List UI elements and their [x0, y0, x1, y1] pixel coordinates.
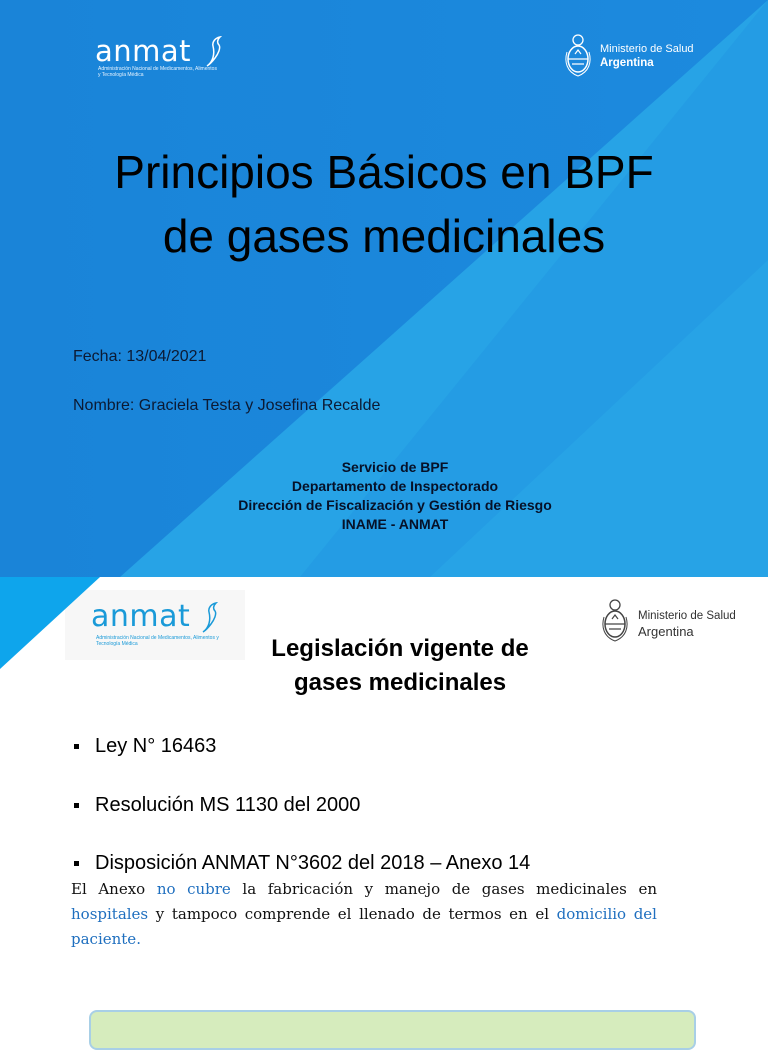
service-line-3: Dirección de Fiscalización y Gestión de Riesgo [238, 497, 552, 513]
anexo-highlight-domicilio: domicilio del paciente [71, 905, 657, 948]
slide-heading-line-2: gases medicinales [293, 669, 507, 696]
highlight-box [89, 1010, 696, 1050]
slide-heading [230, 632, 570, 700]
list-item [74, 853, 530, 873]
legislation-slide [0, 577, 768, 1024]
bullet-square-icon [74, 861, 79, 866]
anexo-text: El Anexo [71, 880, 157, 898]
coat-of-arms-icon [600, 597, 630, 645]
slide-title [20, 140, 748, 268]
dove-icon [199, 602, 219, 636]
list-item [74, 795, 530, 815]
slide-title-line-1: Principios Básicos en BPF [114, 146, 654, 198]
authors-line: Nombre: Graciela Testa y Josefina Recalde [73, 397, 381, 414]
anexo-note [71, 877, 657, 952]
anmat-logo-word: anmat [95, 34, 192, 68]
anmat-logo-word: anmat [91, 599, 191, 634]
anexo-text: la fabricación y manejo de gases medicinales en [230, 880, 657, 898]
bullet-square-icon [74, 744, 79, 749]
legislation-list [74, 732, 530, 873]
ministry-country: Argentina [600, 57, 654, 69]
service-line-4: INAME - ANMAT [341, 516, 449, 532]
bullet-square-icon [74, 803, 79, 808]
list-item-text: Disposición ANMAT N°3602 del 2018 – Anexo 14 [95, 852, 531, 874]
dove-icon [203, 36, 223, 70]
anmat-logo-subtitle: Administración Nacional de Medicamentos, Alimentos y Tecnología Médica [96, 635, 219, 647]
list-item-text: Ley N° 16463 [95, 735, 217, 757]
anexo-period: . [136, 930, 141, 948]
ministry-logo [600, 597, 750, 647]
service-block [150, 458, 640, 534]
list-item [74, 736, 530, 756]
ministry-logo [563, 32, 703, 82]
slide-heading-line-1: Legislación vigente de [271, 635, 529, 662]
slide-title-line-2: de gases medicinales [162, 210, 606, 262]
ministry-country: Argentina [638, 624, 694, 639]
list-item-text: Resolución MS 1130 del 2000 [95, 794, 361, 816]
anmat-logo [65, 590, 245, 660]
anexo-highlight-hospitales: hospitales [71, 905, 149, 923]
service-line-2: Departamento de Inspectorado [291, 478, 499, 494]
service-line-1: Servicio de BPF [341, 459, 449, 475]
date-line: Fecha: 13/04/2021 [73, 348, 207, 365]
coat-of-arms-icon [563, 32, 593, 80]
ministry-name: Ministerio de Salud [600, 43, 694, 55]
anmat-logo [95, 36, 255, 86]
anexo-text: y tampoco comprende el llenado de termos en el [148, 905, 557, 923]
anexo-highlight-no-cubre: no cubre [156, 880, 231, 898]
ministry-name: Ministerio de Salud [638, 610, 736, 622]
anmat-logo-subtitle: Administración Nacional de Medicamentos, Alimentos y Tecnología Médica [98, 66, 217, 78]
